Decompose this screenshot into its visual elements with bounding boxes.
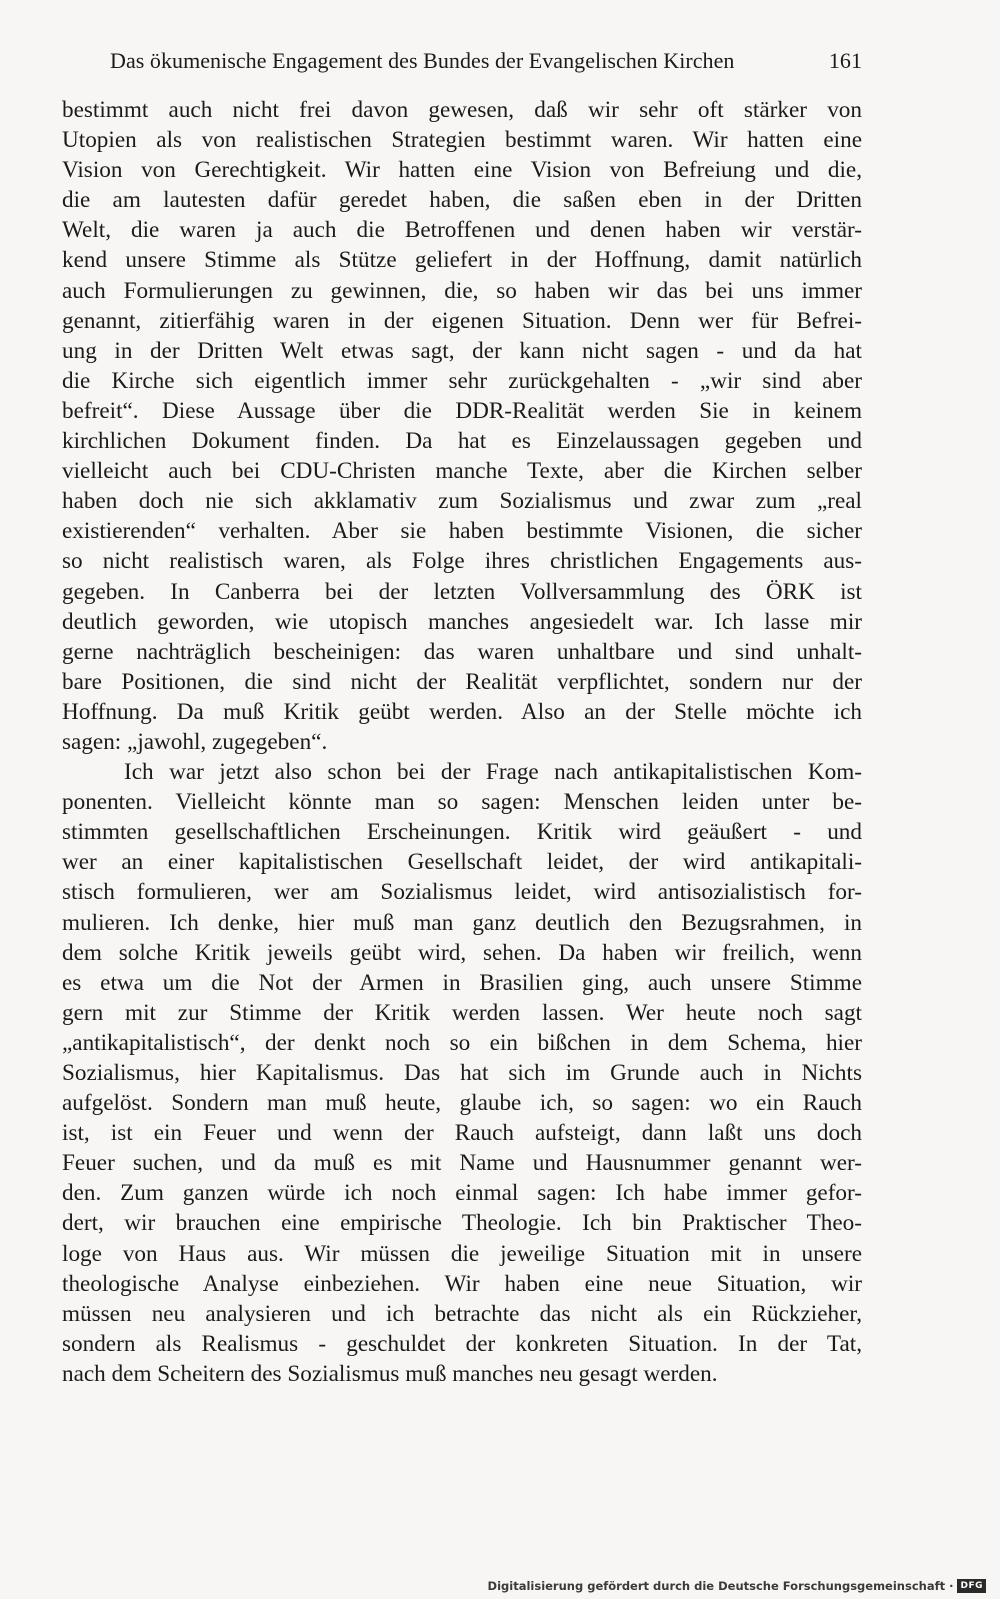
text-line: stisch formulieren, wer am Sozialismus leidet, wird antisozialistisch for- xyxy=(62,879,862,906)
text-line: Hoffnung. Da muß Kritik geübt werden. Also an der Stelle möchte ich xyxy=(62,698,862,725)
text-line: deutlich geworden, wie utopisch manches angesiedelt war. Ich lasse mir xyxy=(62,608,862,635)
text-line: gerne nachträglich bescheinigen: das waren unhaltbare und sind unhalt- xyxy=(62,638,862,665)
digitization-footer xyxy=(488,1575,986,1597)
text-line: Vision von Gerechtigkeit. Wir hatten eine Vision von Befreiung und die, xyxy=(62,157,862,184)
page-number: 161 xyxy=(828,48,862,73)
text-line: stimmten gesellschaftlichen Erscheinungen. Kritik wird geäußert - und xyxy=(62,819,862,846)
text-line: kirchlichen Dokument finden. Da hat es Einzelaussagen gegeben und xyxy=(62,428,862,455)
text-line: genannt, zitierfähig waren in der eigenen Situation. Denn wer für Befrei- xyxy=(62,307,862,334)
text-line: „antikapitalistisch“, der denkt noch so ein bißchen in dem Schema, hier xyxy=(62,1029,862,1056)
text-line: den. Zum ganzen würde ich noch einmal sagen: Ich habe immer gefor- xyxy=(62,1180,862,1207)
text-line: kend unsere Stimme als Stütze geliefert in der Hoffnung, damit natürlich xyxy=(62,247,862,274)
text-line: dert, wir brauchen eine empirische Theologie. Ich bin Praktischer Theo- xyxy=(62,1210,862,1237)
running-head-title: Das ökumenische Engagement des Bundes der Evangelischen Kirchen xyxy=(110,48,735,73)
text-line: bestimmt auch nicht frei davon gewesen, daß wir sehr oft stärker von xyxy=(62,97,862,123)
text-line: aufgelöst. Sondern man muß heute, glaube ich, so sagen: wo ein Rauch xyxy=(62,1090,862,1117)
text-line: loge von Haus aus. Wir müssen die jeweilige Situation mit in unsere xyxy=(62,1240,862,1267)
text-line: wer an einer kapitalistischen Gesellschaft leidet, der wird antikapitali- xyxy=(62,849,862,876)
text-line: befreit“. Diese Aussage über die DDR-Realität werden Sie in keinem xyxy=(62,397,862,424)
text-line: existierenden“ verhalten. Aber sie haben bestimmte Visionen, die sicher xyxy=(62,518,862,545)
text-line: mulieren. Ich denke, hier muß man ganz deutlich den Bezugsrahmen, in xyxy=(62,909,862,936)
text-line: gegeben. In Canberra bei der letzten Vollversammlung des ÖRK ist xyxy=(62,578,862,605)
paragraph-first-line: Ich war jetzt also schon bei der Frage nach antikapitalistischen Kom- xyxy=(124,759,862,786)
text-line: haben doch nie sich akklamativ zum Sozialismus und zwar zum „real xyxy=(62,488,862,515)
text-line: Utopien als von realistischen Strategien bestimmt waren. Wir hatten eine xyxy=(62,127,862,154)
body-text xyxy=(62,95,862,1389)
text-line: die am lautesten dafür geredet haben, die saßen eben in der Dritten xyxy=(62,187,862,214)
running-head xyxy=(110,46,862,76)
text-line: Welt, die waren ja auch die Betroffenen und denen haben wir verstär- xyxy=(62,217,862,244)
text-line: so nicht realistisch waren, als Folge ihres christlichen Engagements aus- xyxy=(62,548,862,575)
text-line: auch Formulierungen zu gewinnen, die, so haben wir das bei uns immer xyxy=(62,277,862,304)
text-line: sagen: „jawohl, zugegeben“. xyxy=(62,728,328,755)
text-line: sondern als Realismus - geschuldet der konkreten Situation. In der Tat, xyxy=(62,1330,862,1357)
text-line: dem solche Kritik jeweils geübt wird, sehen. Da haben wir freilich, wenn xyxy=(62,939,862,966)
text-line: ist, ist ein Feuer und wenn der Rauch aufsteigt, dann laßt uns doch xyxy=(62,1120,862,1147)
dfg-logo: DFG xyxy=(957,1579,986,1593)
text-line: es etwa um die Not der Armen in Brasilien ging, auch unsere Stimme xyxy=(62,969,862,996)
text-line: Sozialismus, hier Kapitalismus. Das hat sich im Grunde auch in Nichts xyxy=(62,1060,862,1086)
text-line: gern mit zur Stimme der Kritik werden lassen. Wer heute noch sagt xyxy=(62,999,862,1026)
text-line: bare Positionen, die sind nicht der Realität verpflichtet, sondern nur der xyxy=(62,668,862,695)
text-line: die Kirche sich eigentlich immer sehr zurückgehalten - „wir sind aber xyxy=(62,367,862,394)
text-line: nach dem Scheitern des Sozialismus muß manches neu gesagt werden. xyxy=(62,1360,718,1387)
text-line: ung in der Dritten Welt etwas sagt, der kann nicht sagen - und da hat xyxy=(62,337,862,364)
digitization-credit: Digitalisierung gefördert durch die Deutsche Forschungsgemeinschaft · xyxy=(487,1579,954,1593)
text-line: müssen neu analysieren und ich betrachte das nicht als ein Rückzieher, xyxy=(62,1300,862,1327)
text-line: vielleicht auch bei CDU-Christen manche Texte, aber die Kirchen selber xyxy=(62,458,862,485)
text-line: Feuer suchen, und da muß es mit Name und Hausnummer genannt wer- xyxy=(62,1150,862,1177)
text-line: theologische Analyse einbeziehen. Wir haben eine neue Situation, wir xyxy=(62,1270,862,1297)
text-line: ponenten. Vielleicht könnte man so sagen: Menschen leiden unter be- xyxy=(62,789,862,816)
